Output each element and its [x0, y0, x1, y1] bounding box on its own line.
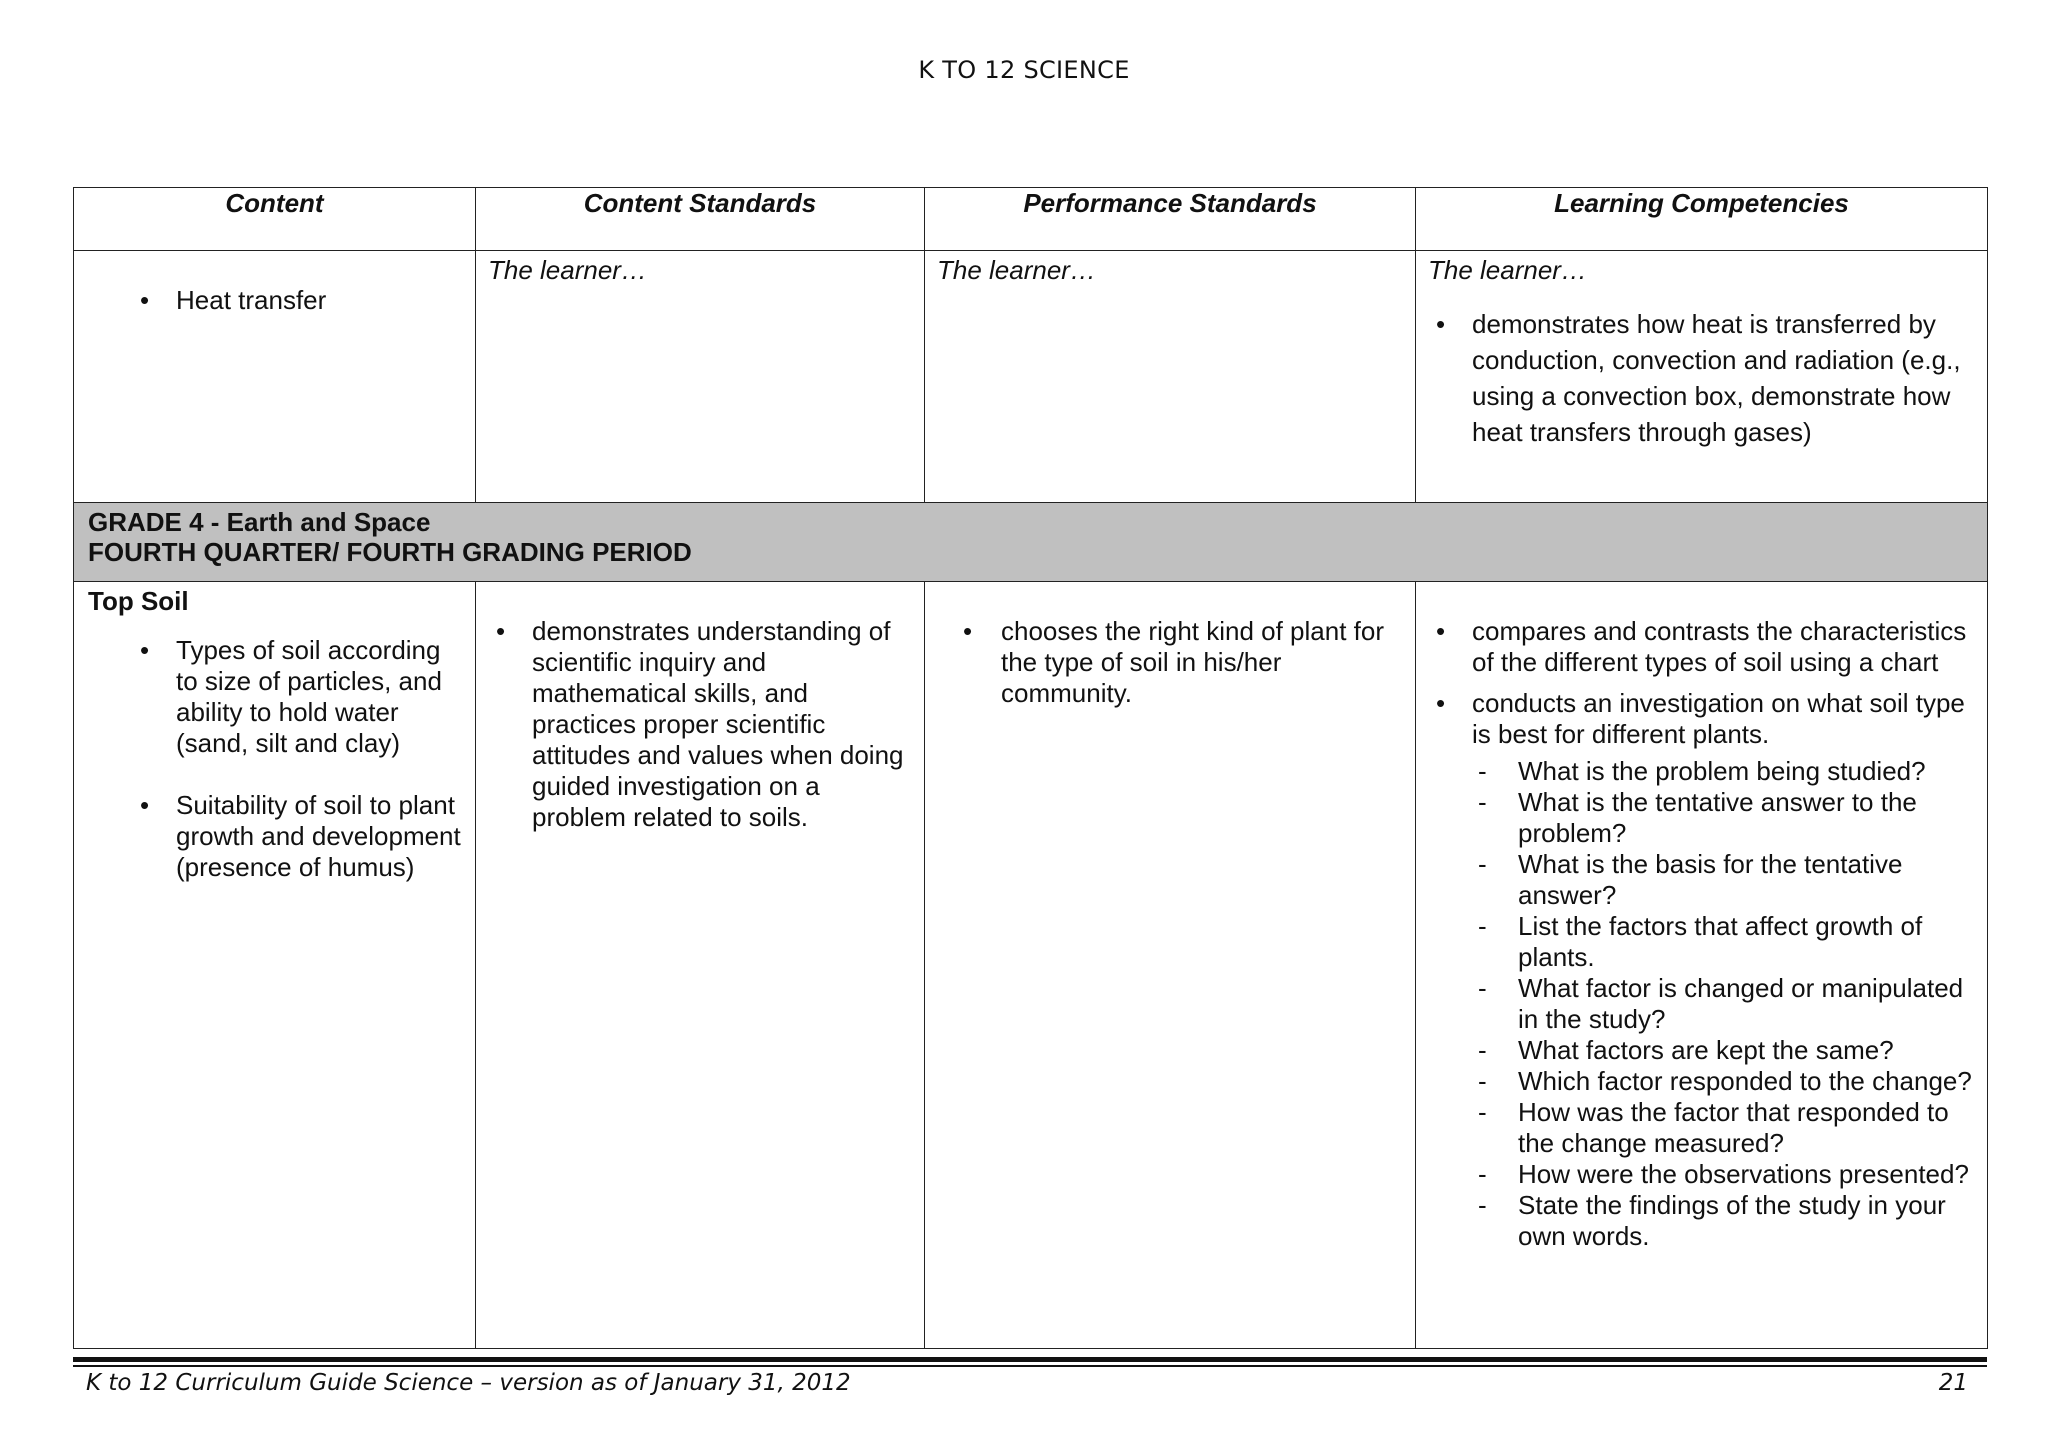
learner-intro: The learner… — [488, 255, 647, 285]
footer-divider — [73, 1357, 1987, 1362]
table-row-heat-transfer — [74, 251, 1988, 503]
list-item — [1428, 688, 1977, 1252]
list-item-text: conducts an investigation on what soil type is best for different plants. — [1472, 688, 1965, 749]
list-item: • chooses the right kind of plant for the type of soil in his/her community. — [955, 616, 1405, 709]
grade-band-title: GRADE 4 - Earth and Space — [88, 507, 431, 537]
cell-performance-standards — [925, 251, 1416, 503]
question-item: - How were the observations presented? — [1472, 1159, 1977, 1190]
content-list — [132, 635, 465, 883]
footer-page-number: 21 — [1938, 1370, 1968, 1396]
grade-band-row — [74, 503, 1988, 582]
content-standards-list — [488, 616, 914, 833]
question-item: - State the findings of the study in your own words. — [1472, 1190, 1977, 1252]
competencies-list — [1428, 306, 1977, 450]
table-row-top-soil — [74, 582, 1988, 1349]
footer-divider-thin — [73, 1365, 1987, 1367]
cell-content-standards — [476, 251, 925, 503]
list-item: • Heat transfer — [132, 285, 465, 316]
learner-intro: The learner… — [1428, 255, 1587, 285]
list-item: • Types of soil according to size of particles, and ability to hold water (sand, silt and clay) — [132, 635, 465, 759]
column-header-content-standards: Content Standards — [476, 188, 925, 251]
competencies-list — [1428, 616, 1977, 1252]
cell-content — [74, 251, 476, 503]
column-header-learning-competencies: Learning Competencies — [1416, 188, 1988, 251]
question-item: - What is the problem being studied? — [1472, 756, 1977, 787]
question-item: - What is the basis for the tentative answer? — [1472, 849, 1977, 911]
question-item: - What factor is changed or manipulated in the study? — [1472, 973, 1977, 1035]
performance-standards-list — [955, 616, 1405, 709]
investigation-questions-list — [1428, 756, 1977, 1252]
list-item: • demonstrates understanding of scientific inquiry and mathematical skills, and practices proper scientific attitudes and values when doing guided investigation on a problem related to soils. — [488, 616, 914, 833]
content-list — [132, 285, 465, 316]
topic-title: Top Soil — [88, 586, 189, 616]
list-item: • demonstrates how heat is transferred by conduction, convection and radiation (e.g., using a convection box, demonstrate how heat transfers through gases) — [1428, 306, 1977, 450]
grading-period-title: FOURTH QUARTER/ FOURTH GRADING PERIOD — [88, 537, 692, 567]
cell-content-standards — [476, 582, 925, 1349]
question-item: - Which factor responded to the change? — [1472, 1066, 1977, 1097]
question-item: - How was the factor that responded to the change measured? — [1472, 1097, 1977, 1159]
question-item: - List the factors that affect growth of plants. — [1472, 911, 1977, 973]
cell-performance-standards — [925, 582, 1416, 1349]
column-header-performance-standards: Performance Standards — [925, 188, 1416, 251]
list-item: • Suitability of soil to plant growth and development (presence of humus) — [132, 790, 465, 883]
list-item: • compares and contrasts the characteristics of the different types of soil using a chart — [1428, 616, 1977, 678]
curriculum-table — [73, 187, 1988, 1349]
column-header-content: Content — [74, 188, 476, 251]
question-item: - What factors are kept the same? — [1472, 1035, 1977, 1066]
cell-learning-competencies — [1416, 251, 1988, 503]
footer-document-version: K to 12 Curriculum Guide Science – version as of January 31, 2012 — [86, 1370, 851, 1396]
grade-band — [74, 503, 1988, 582]
cell-content — [74, 582, 476, 1349]
cell-learning-competencies — [1416, 582, 1988, 1349]
question-item: - What is the tentative answer to the problem? — [1472, 787, 1977, 849]
page-header-title: K TO 12 SCIENCE — [918, 56, 1130, 84]
table-header-row — [74, 188, 1988, 251]
learner-intro: The learner… — [937, 255, 1096, 285]
